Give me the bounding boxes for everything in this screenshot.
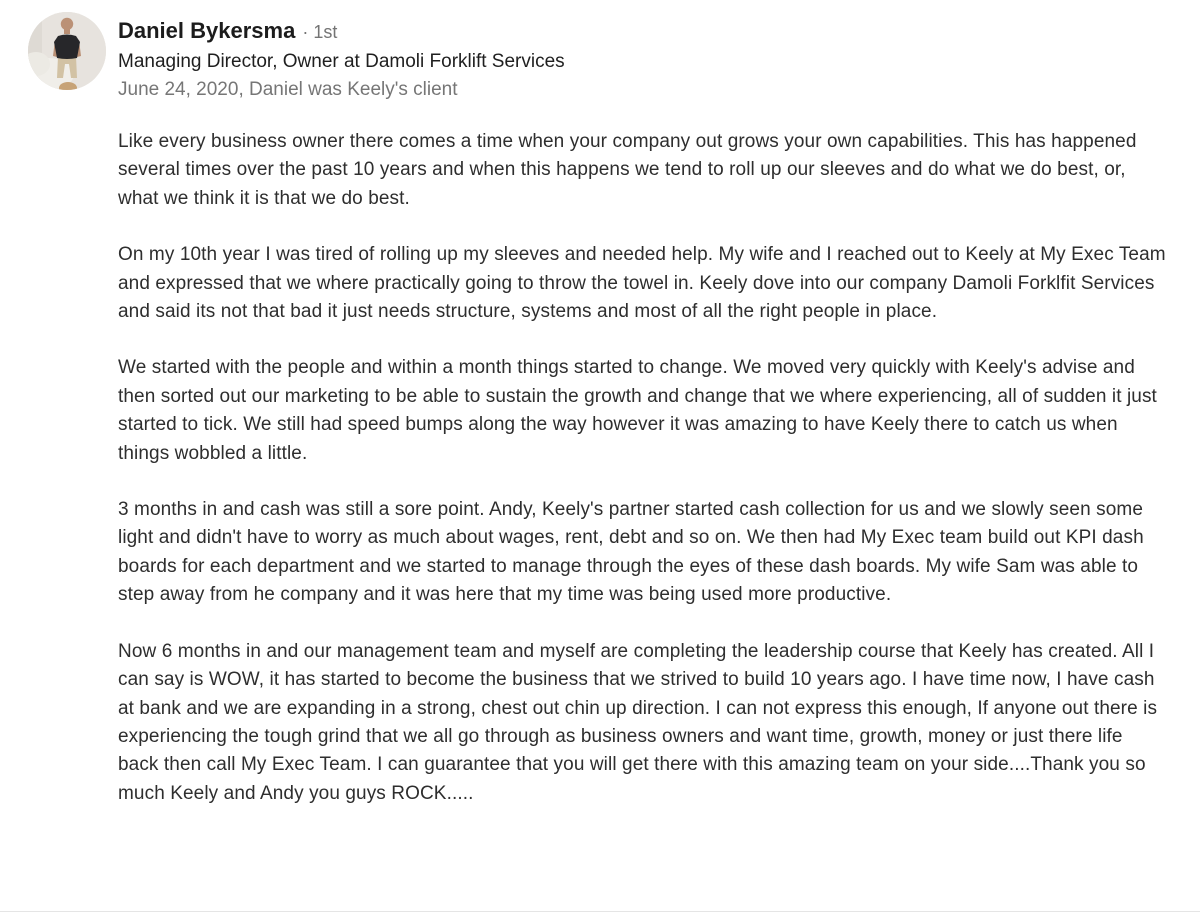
recommendation-paragraph: 3 months in and cash was still a sore point. Andy, Keely's partner started cash collection for us and we slowly seen some light and didn't have to worry as much about wages, rent, debt and so on. We then had My Exec team build out KPI dash boards for each department and we started to manage through the eyes of these dash boards. My wife Sam was able to step away from he company and it was here that my time was being used more productive. bbox=[118, 499, 1144, 606]
connection-degree: · 1st bbox=[302, 22, 338, 42]
avatar-photo-illustration bbox=[28, 12, 106, 90]
recommendation-paragraph: We started with the people and within a month things started to change. We moved very quickly with Keely's advise and then sorted out our marketing to be able to sustain the growth and change that we where experiencing, all of sudden it just started to tick. We still had speed bumps along the way however it was amazing to have Keely there to catch us when things wobbled a little. bbox=[118, 357, 1157, 464]
bottom-divider bbox=[0, 911, 1200, 912]
name-row bbox=[118, 17, 565, 46]
recommender-name[interactable]: Daniel Bykersma bbox=[118, 18, 296, 43]
recommendation-paragraph: On my 10th year I was tired of rolling up my sleeves and needed help. My wife and I reached out to Keely at My Exec Team and expressed that we where practically going to throw the towel in. Keely dove into our company Damoli Forklfit Services and said its not that bad it just needs structure, systems and most of all the right people in place. bbox=[118, 244, 1166, 323]
avatar[interactable] bbox=[28, 12, 106, 90]
recommendation-text bbox=[118, 128, 1166, 808]
recommendation-relationship: June 24, 2020, Daniel was Keely's client bbox=[118, 79, 458, 100]
recommendation-paragraph: Now 6 months in and our management team and myself are completing the leadership course that Keely has created. All I can say is WOW, it has started to become the business that we strived to build 10 years ago. I have time now, I have cash at bank and we are expanding in a strong, chest out chin up direction. I can not express this enough, If anyone out there is experiencing the tough grind that we all go through as business owners and want time, growth, money or just there life back then call My Exec Team. I can guarantee that you will get there with this amazing team on your side....Thank you so much Keely and Andy you guys ROCK..... bbox=[118, 640, 1158, 804]
recommender-headline: Managing Director, Owner at Damoli Forklift Services bbox=[118, 51, 565, 72]
recommendation-paragraph: Like every business owner there comes a time when your company out grows your own capabilities. This has happened several times over the past 10 years and when this happens we tend to roll up our sleeves and do what we do best, or, what we think it is that we do best. bbox=[118, 131, 1137, 209]
recommender-header bbox=[28, 12, 1165, 104]
recommender-info bbox=[118, 12, 565, 104]
